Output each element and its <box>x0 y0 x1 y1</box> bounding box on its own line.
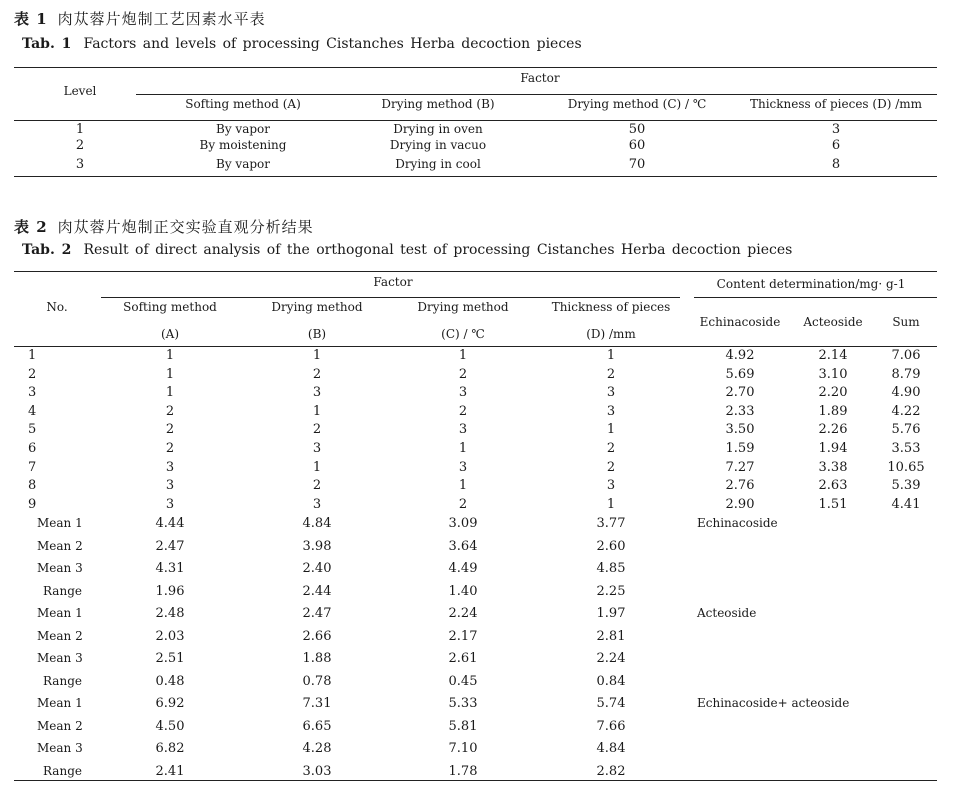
table2-run-no: 4 <box>28 403 37 419</box>
table1-cell: Drying in cool <box>395 157 481 171</box>
table2-content-header: Acteoside <box>803 315 863 329</box>
table2-analysis-label: Mean 2 <box>37 538 83 553</box>
table2-content-cell: 7.27 <box>725 459 755 475</box>
table2-caption-cn-label: 表 2 <box>14 218 48 236</box>
table2-analysis-label: Range <box>43 673 82 688</box>
table2-level-cell: 1 <box>458 478 468 494</box>
table2-factor-header-code: (D) /mm <box>586 327 636 341</box>
table2-analysis-cell: 2.17 <box>448 628 478 644</box>
table2-analysis-cell: 2.48 <box>155 606 185 621</box>
table2-content-cell: 1.59 <box>725 441 755 456</box>
table1-cell: By vapor <box>216 122 270 136</box>
table2-analysis-cell: 4.28 <box>302 741 332 756</box>
table2-caption-en <box>18 242 792 258</box>
table2-level-cell: 3 <box>165 478 175 494</box>
table2-level-cell: 1 <box>458 348 468 363</box>
table2-analysis-cell: 2.60 <box>596 538 626 554</box>
table2-analysis-cell: 2.66 <box>302 628 332 644</box>
table1-cell: Drying in oven <box>393 122 483 136</box>
table1-caption-cn <box>14 8 266 29</box>
table2-run-no: 1 <box>28 348 37 363</box>
table2-level-cell: 2 <box>165 422 175 438</box>
table2-level-cell: 3 <box>458 459 468 475</box>
table2-level-cell: 3 <box>312 441 322 456</box>
table1-caption-en <box>18 36 582 52</box>
table1-bottom-rule <box>14 176 937 177</box>
table2-run-no: 9 <box>28 496 37 512</box>
table2-level-cell: 3 <box>606 385 616 401</box>
table1-cell: 60 <box>628 138 646 153</box>
table2-content-cell: 2.33 <box>725 403 755 419</box>
table2-level-cell: 1 <box>606 496 616 512</box>
table2-level-cell: 1 <box>165 385 175 401</box>
table2-factor-header-name: Drying method <box>417 300 509 314</box>
table2-analysis-cell: 0.45 <box>448 673 478 689</box>
table2-analysis-cell: 2.24 <box>596 651 626 666</box>
table2-analysis-cell: 7.66 <box>596 718 626 734</box>
table2-content-cell: 2.26 <box>818 422 848 438</box>
table2-factor-header-name: Thickness of pieces <box>551 300 671 314</box>
table2-analysis-cell: 6.92 <box>155 696 185 711</box>
table2-analysis-cell: 6.65 <box>302 718 332 734</box>
table2-analysis-cell: 0.48 <box>155 673 185 689</box>
table1-cell: By vapor <box>216 157 270 171</box>
table2-analysis-label: Mean 3 <box>37 741 83 755</box>
table2-level-cell: 3 <box>458 385 468 401</box>
table2-header-content: Content determination/mg· g-1 <box>716 277 906 291</box>
table2-analysis-cell: 1.78 <box>448 763 478 779</box>
table2-level-cell: 2 <box>606 441 616 456</box>
table2-run-no: 3 <box>28 385 37 401</box>
table2-content-cell: 4.22 <box>891 403 921 419</box>
table2-factor-header-code: (C) / ℃ <box>441 327 485 341</box>
table2-content-cell: 3.10 <box>818 366 848 382</box>
table1-cell: 70 <box>628 157 646 172</box>
table2-factor-header-name: Drying method <box>271 300 363 314</box>
table2-analysis-cell: 2.40 <box>302 561 332 576</box>
table2-analysis-cell: 5.74 <box>596 696 626 711</box>
table2-content-rule <box>694 297 937 298</box>
table2-analysis-label: Mean 1 <box>37 606 83 620</box>
table2-level-cell: 2 <box>165 441 175 456</box>
table2-content-cell: 2.14 <box>818 348 848 363</box>
table2-content-cell: 10.65 <box>887 459 925 475</box>
table1-cell: 2 <box>75 138 85 153</box>
table2-run-no: 8 <box>28 478 37 494</box>
table1-header-factor: Factor <box>520 71 560 85</box>
table2-level-cell: 2 <box>606 459 616 475</box>
table2-bottom-rule <box>14 780 937 781</box>
table2-content-cell: 5.76 <box>891 422 921 438</box>
table2-analysis-cell: 2.24 <box>448 606 478 621</box>
table2-run-no: 7 <box>28 459 37 475</box>
table2-analysis-cell: 5.33 <box>448 696 478 711</box>
table2-analysis-cell: 2.47 <box>302 606 332 621</box>
table2-analysis-cell: 1.40 <box>448 583 478 599</box>
table2-analysis-cell: 3.77 <box>596 516 626 531</box>
table2-analysis-group-label: Echinacoside <box>697 516 778 530</box>
table2-analysis-label: Mean 2 <box>37 718 83 733</box>
table2-content-cell: 4.41 <box>891 496 921 512</box>
table2-analysis-cell: 2.61 <box>448 651 478 666</box>
table2-analysis-cell: 0.78 <box>302 673 332 689</box>
table2-analysis-group-label: Acteoside <box>697 606 757 620</box>
table2-analysis-label: Range <box>43 583 82 598</box>
table2-level-cell: 2 <box>312 478 322 494</box>
table1-cell: 50 <box>628 122 646 137</box>
table2-analysis-cell: 2.81 <box>596 628 626 644</box>
table2-caption-en-label: Tab. 2 <box>22 242 72 258</box>
table2-analysis-label: Mean 1 <box>37 696 83 710</box>
table2-level-cell: 3 <box>312 385 322 401</box>
table2-level-cell: 1 <box>165 366 175 382</box>
table2-header-no: No. <box>46 300 68 314</box>
table2-level-cell: 2 <box>312 366 322 382</box>
table2-content-cell: 1.89 <box>818 403 848 419</box>
table2-level-cell: 2 <box>458 403 468 419</box>
table2-level-cell: 1 <box>165 348 175 363</box>
table2-level-cell: 3 <box>165 496 175 512</box>
table2-level-cell: 1 <box>312 403 322 419</box>
table2-analysis-label: Mean 1 <box>37 516 83 530</box>
table2-analysis-cell: 6.82 <box>155 741 185 756</box>
table2-content-cell: 1.51 <box>818 496 848 512</box>
table1-column-header: Thickness of pieces (D) /mm <box>749 97 923 111</box>
table2-run-no: 2 <box>28 366 37 382</box>
table2-content-cell: 5.39 <box>891 478 921 494</box>
table2-content-cell: 3.50 <box>725 422 755 438</box>
table1-caption-en-label: Tab. 1 <box>22 36 72 52</box>
table1-cell: 3 <box>75 157 85 172</box>
table2-level-cell: 1 <box>606 348 616 363</box>
table2-analysis-label: Range <box>43 763 82 778</box>
table2-analysis-cell: 2.44 <box>302 583 332 599</box>
table1-column-header: Drying method (B) <box>381 97 495 111</box>
table2-level-cell: 1 <box>458 441 468 456</box>
table2-analysis-cell: 2.25 <box>596 583 626 599</box>
table2-analysis-cell: 1.88 <box>302 651 332 666</box>
table2-level-cell: 1 <box>312 348 322 363</box>
table2-level-cell: 2 <box>458 366 468 382</box>
table2-content-header: Echinacoside <box>699 315 781 329</box>
table2-analysis-cell: 1.97 <box>596 606 626 621</box>
table1-header-rule <box>14 120 937 121</box>
table2-analysis-cell: 4.49 <box>448 561 478 576</box>
table2-analysis-cell: 2.47 <box>155 538 185 554</box>
table2-top-rule <box>14 271 937 272</box>
table1-header-level: Level <box>63 84 97 98</box>
table2-run-no: 5 <box>28 422 37 438</box>
table2-analysis-group-label: Echinacoside+ acteoside <box>697 696 850 710</box>
table2-level-cell: 2 <box>312 422 322 438</box>
table2-level-cell: 1 <box>312 459 322 475</box>
table2-analysis-cell: 4.50 <box>155 718 185 734</box>
table2-analysis-cell: 1.96 <box>155 583 185 599</box>
table2-analysis-label: Mean 2 <box>37 628 83 643</box>
table2-factor-header-code: (B) <box>307 327 327 341</box>
table2-analysis-cell: 4.85 <box>596 561 626 576</box>
table2-analysis-cell: 2.03 <box>155 628 185 644</box>
table1-cell: 8 <box>831 157 841 172</box>
table2-content-cell: 2.70 <box>725 385 755 401</box>
table2-header-rule <box>14 346 937 347</box>
table2-content-cell: 4.92 <box>725 348 755 363</box>
table2-factor-rule <box>101 297 680 298</box>
table2-analysis-cell: 4.44 <box>155 516 185 531</box>
table2-analysis-label: Mean 3 <box>37 651 83 665</box>
table2-factor-header-name: Softing method <box>123 300 217 314</box>
table2-content-cell: 2.63 <box>818 478 848 494</box>
table2-level-cell: 2 <box>165 403 175 419</box>
table2-content-header: Sum <box>892 315 920 329</box>
table1-cell: By moistening <box>199 138 287 152</box>
table2-content-cell: 7.06 <box>891 348 921 363</box>
table2-header-factor: Factor <box>373 275 413 289</box>
table2-analysis-cell: 3.03 <box>302 763 332 779</box>
table2-level-cell: 1 <box>606 422 616 438</box>
table2-content-cell: 3.38 <box>818 459 848 475</box>
table2-level-cell: 3 <box>606 403 616 419</box>
table2-analysis-cell: 7.10 <box>448 741 478 756</box>
table2-level-cell: 3 <box>458 422 468 438</box>
table2-content-cell: 2.76 <box>725 478 755 494</box>
table1-column-header: Softing method (A) <box>185 97 301 111</box>
table2-level-cell: 2 <box>606 366 616 382</box>
table2-analysis-cell: 3.64 <box>448 538 478 554</box>
table2-analysis-cell: 4.84 <box>302 516 332 531</box>
table2-analysis-cell: 3.09 <box>448 516 478 531</box>
table1-cell: Drying in vacuo <box>389 138 487 152</box>
table2-analysis-cell: 4.31 <box>155 561 185 576</box>
table2-analysis-cell: 2.82 <box>596 763 626 779</box>
table2-content-cell: 2.90 <box>725 496 755 512</box>
table1-top-rule <box>14 67 937 68</box>
table2-content-cell: 4.90 <box>891 385 921 401</box>
table2-content-cell: 5.69 <box>725 366 755 382</box>
table2-content-cell: 1.94 <box>818 441 848 456</box>
table2-level-cell: 3 <box>606 478 616 494</box>
table2-analysis-cell: 7.31 <box>302 696 332 711</box>
table2-caption-cn <box>14 216 314 237</box>
table2-content-cell: 2.20 <box>818 385 848 401</box>
table2-content-cell: 8.79 <box>891 366 921 382</box>
table1-caption-cn-text: 肉苁蓉片炮制工艺因素水平表 <box>57 10 266 28</box>
table2-analysis-cell: 3.98 <box>302 538 332 554</box>
table2-run-no: 6 <box>28 441 37 456</box>
table2-analysis-label: Mean 3 <box>37 561 83 575</box>
table2-level-cell: 3 <box>312 496 322 512</box>
table2-analysis-cell: 2.51 <box>155 651 185 666</box>
table2-caption-en-text: Result of direct analysis of the orthogonal test of processing Cistanches Herba decoction pieces <box>83 242 793 258</box>
table1-cell: 1 <box>75 122 85 137</box>
table1-caption-en-text: Factors and levels of processing Cistanches Herba decoction pieces <box>83 36 582 52</box>
table2-analysis-cell: 0.84 <box>596 673 626 689</box>
table1-column-header: Drying method (C) / ℃ <box>567 97 707 111</box>
table1-factor-rule <box>136 94 937 95</box>
table2-factor-header-code: (A) <box>160 327 180 341</box>
table1-caption-cn-label: 表 1 <box>14 10 48 28</box>
table2-content-cell: 3.53 <box>891 441 921 456</box>
table2-level-cell: 3 <box>165 459 175 475</box>
table2-analysis-cell: 5.81 <box>448 718 478 734</box>
table2-analysis-cell: 2.41 <box>155 763 185 779</box>
table2-level-cell: 2 <box>458 496 468 512</box>
table1-cell: 6 <box>831 138 841 153</box>
table2-caption-cn-text: 肉苁蓉片炮制正交实验直观分析结果 <box>57 218 314 236</box>
table2-analysis-cell: 4.84 <box>596 741 626 756</box>
table1-cell: 3 <box>831 122 841 137</box>
